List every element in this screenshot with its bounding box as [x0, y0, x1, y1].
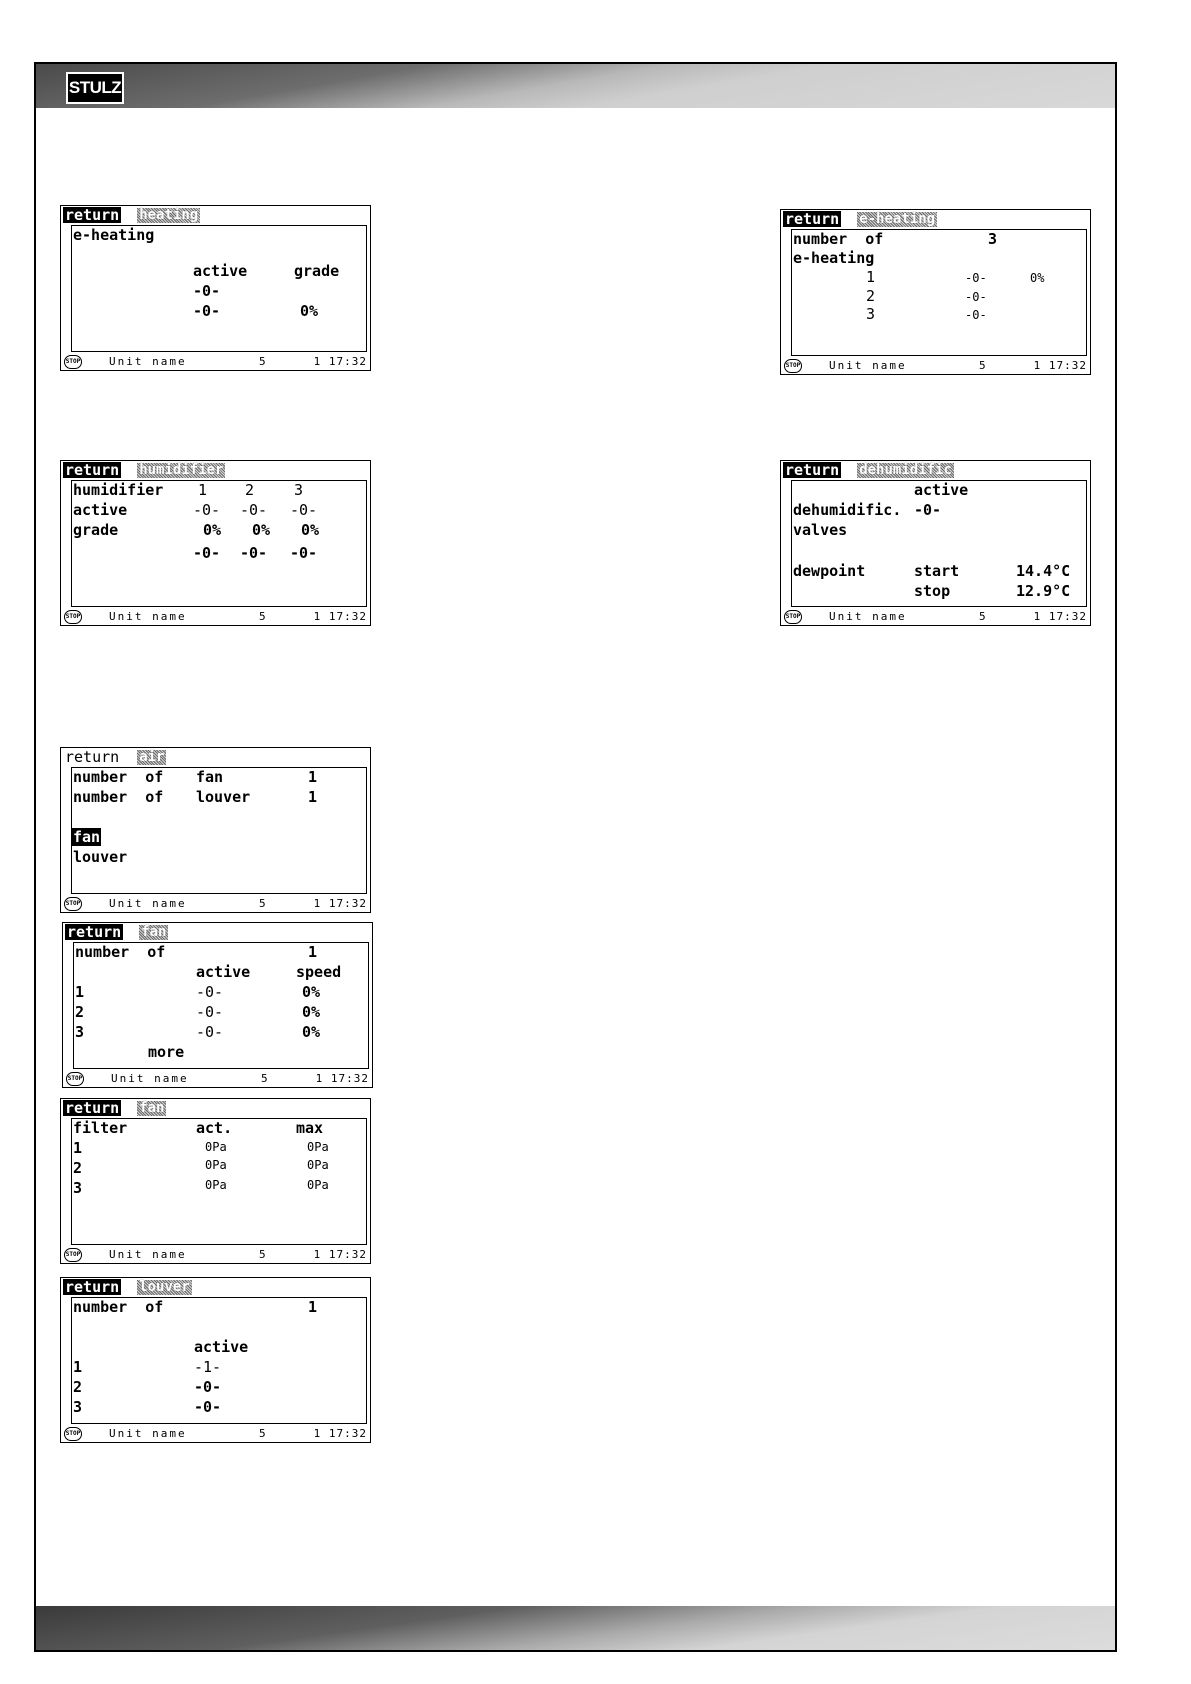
menu-item-fan[interactable]: fan — [73, 828, 101, 846]
row-index: 1 — [866, 268, 876, 286]
lcd-e-heating — [780, 209, 1091, 375]
stop-icon[interactable]: STOP — [64, 1248, 82, 1262]
grade-2: 0% — [252, 521, 271, 539]
row-speed: 0% — [302, 1023, 321, 1041]
status-number: 5 — [259, 1427, 266, 1440]
status-time: 1 17:32 — [313, 355, 367, 368]
row-index: 3 — [866, 305, 876, 323]
menu-item-louver[interactable]: louver — [73, 848, 128, 866]
start-value: 14.4°C — [1016, 562, 1071, 580]
row-index: 3 — [73, 1398, 83, 1416]
number-of-value: 1 — [308, 943, 318, 961]
status-time: 1 17:32 — [313, 610, 367, 623]
unit-name: Unit name — [829, 359, 907, 372]
status-bar — [63, 896, 368, 911]
row-speed: 0% — [302, 983, 321, 1001]
content-panel — [71, 480, 367, 607]
status-number: 5 — [979, 610, 986, 623]
tab-e-heating[interactable]: e-heating — [859, 210, 936, 227]
tab-bar — [63, 1279, 192, 1295]
row-index: 2 — [866, 287, 876, 305]
dewpoint-label: dewpoint — [793, 562, 866, 580]
row-index: 3 — [75, 1023, 85, 1041]
row-active: -0- — [965, 271, 987, 285]
tab-bar — [783, 462, 954, 478]
status-number: 5 — [261, 1072, 268, 1085]
extra-2: -0- — [240, 544, 268, 562]
tab-dehumidific[interactable]: dehumidific — [859, 461, 952, 478]
tab-bar — [783, 211, 937, 227]
row2-active-value: -0- — [193, 302, 221, 320]
extra-1: -0- — [193, 544, 221, 562]
col-active-header: active — [194, 1338, 249, 1356]
row-act: 0Pa — [205, 1158, 227, 1172]
row-active: -0- — [965, 290, 987, 304]
status-bar — [65, 1071, 370, 1086]
dehumidific-value: -0- — [914, 501, 942, 519]
content-panel — [71, 1118, 367, 1245]
status-bar — [63, 1247, 368, 1262]
status-time: 1 17:32 — [313, 1248, 367, 1261]
col-max-header: max — [296, 1119, 324, 1137]
stop-icon[interactable]: STOP — [64, 897, 82, 911]
more-link[interactable]: more — [148, 1043, 185, 1061]
row-index: 1 — [73, 1358, 83, 1376]
row-max: 0Pa — [307, 1158, 329, 1172]
grade-3: 0% — [301, 521, 320, 539]
row-max: 0Pa — [307, 1140, 329, 1154]
row-active: -0- — [194, 1398, 222, 1416]
status-number: 5 — [259, 355, 266, 368]
status-number: 5 — [259, 610, 266, 623]
active-label: active — [73, 501, 128, 519]
status-time: 1 17:32 — [1033, 359, 1087, 372]
unit-name: Unit name — [111, 1072, 189, 1085]
lcd-dehumidific — [780, 460, 1091, 626]
unit-name: Unit name — [829, 610, 907, 623]
header-band — [36, 64, 1115, 108]
number-of-label: number of — [793, 230, 884, 248]
fan-label: fan — [196, 768, 224, 786]
row1-active-value: -0- — [193, 282, 221, 300]
row-index: 1 — [73, 1139, 83, 1157]
tab-bar — [63, 207, 200, 223]
e-heating-label: e-heating — [793, 249, 875, 267]
row-index: 2 — [73, 1378, 83, 1396]
row-grade: 0% — [1030, 271, 1045, 285]
lcd-fan-filter — [60, 1098, 371, 1264]
tab-bar — [63, 1100, 166, 1116]
stop-icon[interactable]: STOP — [64, 355, 82, 369]
stop-icon[interactable]: STOP — [66, 1072, 84, 1086]
unit-name: Unit name — [109, 1248, 187, 1261]
tab-fan[interactable]: fan — [141, 923, 167, 940]
active-1: -0- — [193, 501, 221, 519]
valves-label: valves — [793, 521, 848, 539]
return-button[interactable]: return — [65, 748, 120, 766]
status-number: 5 — [259, 897, 266, 910]
extra-3: -0- — [290, 544, 318, 562]
tab-air[interactable]: air — [139, 748, 165, 765]
stop-icon[interactable]: STOP — [784, 359, 802, 373]
louver-count: 1 — [308, 788, 318, 806]
dehumidific-label: dehumidific. — [793, 501, 902, 519]
status-bar — [783, 358, 1088, 373]
tab-humidifier[interactable]: humidifier — [139, 461, 224, 478]
stop-icon[interactable]: STOP — [64, 1427, 82, 1441]
stop-value: 12.9°C — [1016, 582, 1071, 600]
fan-count: 1 — [308, 768, 318, 786]
number-of-label: number of — [73, 1298, 164, 1316]
status-number: 5 — [259, 1248, 266, 1261]
col-active-header: active — [196, 963, 251, 981]
humidifier-1: 1 — [198, 481, 208, 499]
row-act: 0Pa — [205, 1140, 227, 1154]
row-index: 2 — [75, 1003, 85, 1021]
status-bar — [783, 609, 1088, 624]
unit-name: Unit name — [109, 897, 187, 910]
louver-label: louver — [196, 788, 251, 806]
status-bar — [63, 609, 368, 624]
humidifier-3: 3 — [294, 481, 304, 499]
col-grade-header: grade — [294, 262, 340, 280]
row-active: -0- — [196, 1023, 224, 1041]
number-of-label: number of — [73, 768, 164, 786]
row-speed: 0% — [302, 1003, 321, 1021]
number-of-label: number of — [73, 788, 164, 806]
status-time: 1 17:32 — [315, 1072, 369, 1085]
col-speed-header: speed — [296, 963, 342, 981]
return-button[interactable]: return — [65, 1099, 120, 1117]
content-panel — [71, 225, 367, 352]
tab-louver[interactable]: louver — [139, 1278, 190, 1295]
tab-heating[interactable]: heating — [139, 206, 199, 223]
content-panel — [71, 767, 367, 894]
row-max: 0Pa — [307, 1178, 329, 1192]
content-panel — [791, 480, 1087, 607]
humidifier-2: 2 — [245, 481, 255, 499]
footer-band — [36, 1606, 1115, 1650]
return-button[interactable]: return — [65, 206, 120, 224]
content-panel — [73, 942, 369, 1069]
row-active: -0- — [194, 1378, 222, 1396]
stop-icon[interactable]: STOP — [784, 610, 802, 624]
number-of-value: 1 — [308, 1298, 318, 1316]
row-active: -0- — [965, 308, 987, 322]
stulz-logo: STULZ — [66, 72, 124, 104]
unit-name: Unit name — [109, 1427, 187, 1440]
return-button[interactable]: return — [67, 923, 122, 941]
humidifier-label: humidifier — [73, 481, 164, 499]
grade-1: 0% — [203, 521, 222, 539]
lcd-humidifier — [60, 460, 371, 626]
tab-bar — [65, 924, 168, 940]
return-button[interactable]: return — [785, 461, 840, 479]
content-panel — [71, 1297, 367, 1424]
stop-label: stop — [914, 582, 951, 600]
status-number: 5 — [979, 359, 986, 372]
row-active: -0- — [196, 983, 224, 1001]
unit-name: Unit name — [109, 355, 187, 368]
tab-bar — [63, 462, 225, 478]
number-of-value: 3 — [988, 230, 998, 248]
row-index: 1 — [75, 983, 85, 1001]
row-active: -0- — [196, 1003, 224, 1021]
col-active-header: active — [914, 481, 969, 499]
return-button[interactable]: return — [785, 210, 840, 228]
lcd-louver — [60, 1277, 371, 1443]
start-label: start — [914, 562, 960, 580]
unit-name: Unit name — [109, 610, 187, 623]
status-time: 1 17:32 — [1033, 610, 1087, 623]
row2-grade-value: 0% — [300, 302, 319, 320]
tab-fan[interactable]: fan — [139, 1099, 165, 1116]
content-panel — [791, 229, 1087, 356]
row-active: -1- — [194, 1358, 222, 1376]
col-filter-header: filter — [73, 1119, 128, 1137]
status-bar — [63, 354, 368, 369]
row-act: 0Pa — [205, 1178, 227, 1192]
active-3: -0- — [290, 501, 318, 519]
return-button[interactable]: return — [65, 461, 120, 479]
grade-label: grade — [73, 521, 119, 539]
lcd-fan — [62, 922, 373, 1088]
status-bar — [63, 1426, 368, 1441]
col-act-header: act. — [196, 1119, 233, 1137]
section-title: e-heating — [73, 226, 155, 244]
col-active-header: active — [193, 262, 248, 280]
lcd-heating — [60, 205, 371, 371]
row-index: 2 — [73, 1159, 83, 1177]
tab-bar — [63, 749, 166, 765]
active-2: -0- — [240, 501, 268, 519]
return-button[interactable]: return — [65, 1278, 120, 1296]
status-time: 1 17:32 — [313, 1427, 367, 1440]
number-of-label: number of — [75, 943, 166, 961]
status-time: 1 17:32 — [313, 897, 367, 910]
stop-icon[interactable]: STOP — [64, 610, 82, 624]
lcd-air — [60, 747, 371, 913]
row-index: 3 — [73, 1179, 83, 1197]
